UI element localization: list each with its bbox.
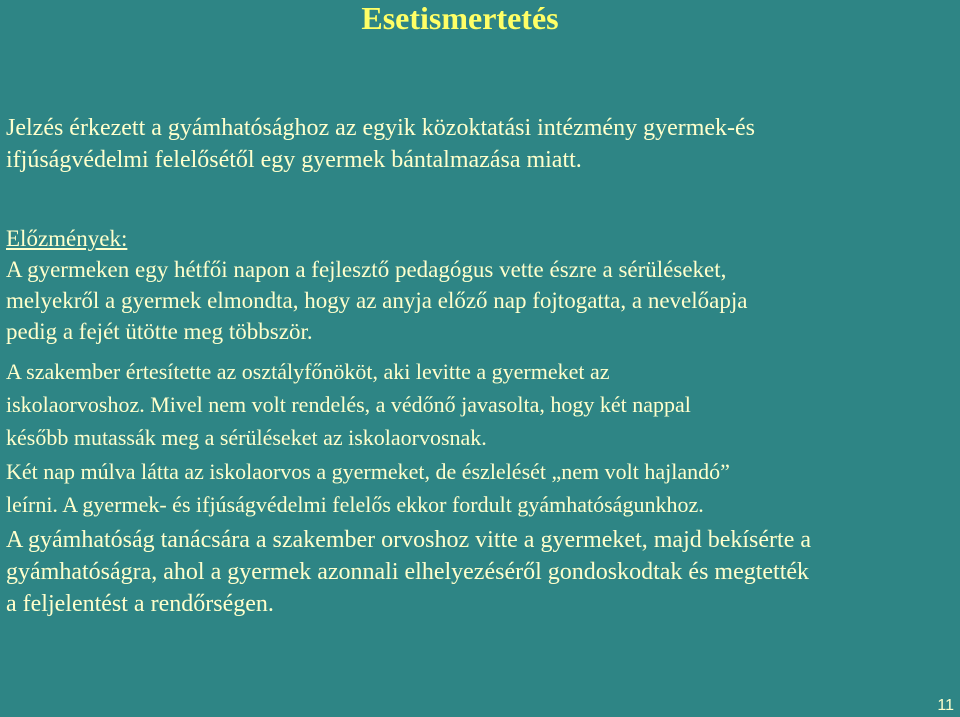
event-1-line-3: később mutassák meg a sérüléseket az iskolaorvosnak.: [6, 425, 487, 450]
event-2-line-2: leírni. A gyermek- és ifjúságvédelmi felelős ekkor fordult gyámhatóságunkhoz.: [6, 492, 704, 517]
history-line-2: melyekről a gyermek elmondta, hogy az anyja előző nap fojtogatta, a nevelőapja: [6, 288, 748, 313]
event-3-line-3: a feljelentést a rendőrségen.: [6, 591, 274, 617]
event-2-line-1: Két nap múlva látta az iskolaorvos a gyermeket, de észlelését „nem volt hajlandó”: [6, 459, 730, 484]
event-1-line-1: A szakember értesítette az osztályfőnököt, aki levitte a gyermeket az: [6, 359, 610, 384]
history-paragraph: [6, 223, 747, 347]
history-heading: Előzmények:: [6, 226, 128, 251]
event-paragraph-3: [6, 524, 811, 620]
page-number: 11: [937, 697, 954, 714]
intro-line-1: Jelzés érkezett a gyámhatósághoz az egyik közoktatási intézmény gyermek-és: [6, 115, 756, 141]
history-line-1: A gyermeken egy hétfői napon a fejlesztő pedagógus vette észre a sérüléseket,: [6, 257, 727, 282]
event-paragraph-1: [6, 355, 691, 454]
event-3-line-2: gyámhatóságra, ahol a gyermek azonnali elhelyezéséről gondoskodtak és megtették: [6, 559, 810, 585]
intro-line-2: ifjúságvédelmi felelősétől egy gyermek bántalmazása miatt.: [6, 147, 582, 173]
slide-title: Esetismertetés: [361, 0, 559, 36]
intro-paragraph: [6, 112, 755, 176]
event-1-line-2: iskolaorvoshoz. Mivel nem volt rendelés, a védőnő javasolta, hogy két nappal: [6, 392, 691, 417]
history-line-3: pedig a fejét ütötte meg többször.: [6, 319, 313, 344]
event-paragraph-2: [6, 455, 730, 521]
event-3-line-1: A gyámhatóság tanácsára a szakember orvoshoz vitte a gyermeket, majd bekísérte a: [6, 527, 812, 553]
